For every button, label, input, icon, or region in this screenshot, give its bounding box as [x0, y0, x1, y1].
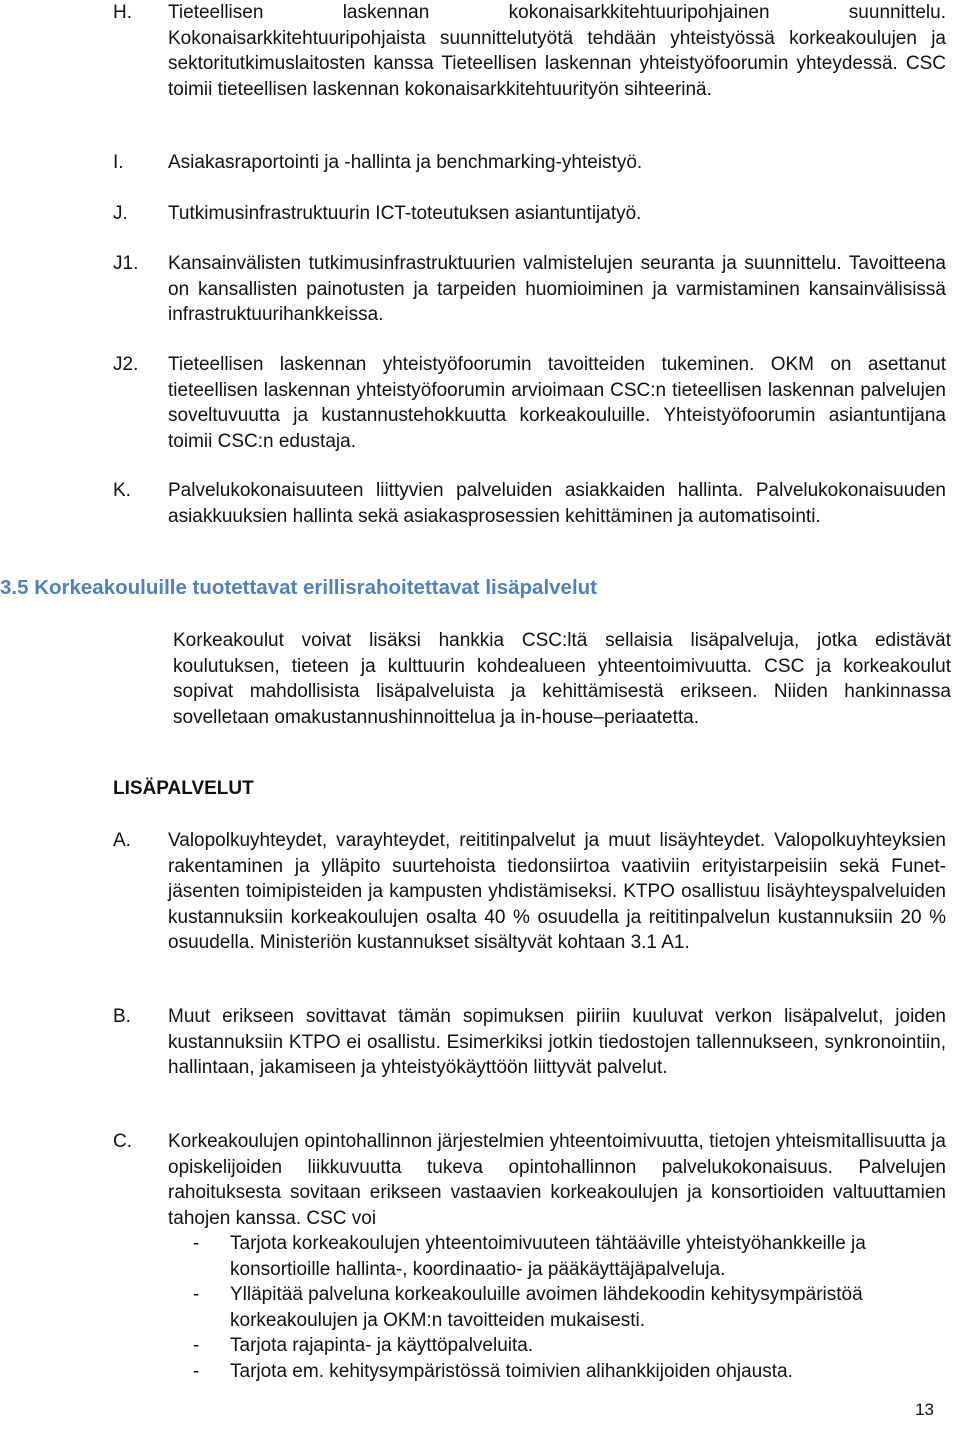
list-item — [193, 1282, 953, 1333]
item-marker: J2. — [113, 354, 139, 375]
list-item — [193, 1333, 953, 1359]
item-text: Tutkimusinfrastruktuurin ICT-toteutuksen asiantuntijatyö. — [168, 203, 642, 224]
item-text: Muut erikseen sovittavat tämän sopimuksen piiriin kuuluvat verkon lisäpalvelut, joiden kustannuksiin KTPO ei osallistu. Esimerkiksi jotkin tiedostojen tallennukseen, synkronointiin, hallintaan, jakamiseen ja yhteistyökäyttöön liittyvät palvelut. — [168, 1006, 946, 1078]
list-item-text: Tarjota rajapinta- ja käyttöpalveluita. — [230, 1335, 534, 1356]
dash-marker: - — [193, 1335, 200, 1356]
item-marker: H. — [113, 2, 132, 23]
list-item-text: Tarjota korkeakoulujen yhteentoimivuuteen tähtääville yhteistyöhankkeille ja konsortioille hallinta-, koordinaatio- ja pääkäyttäjäpalveluja. — [230, 1233, 866, 1280]
subheading-lisapalvelut: LISÄPALVELUT — [113, 778, 254, 799]
item-marker: C. — [113, 1131, 132, 1152]
dash-marker: - — [193, 1360, 200, 1382]
section-heading — [0, 575, 597, 601]
page-number: 13 — [915, 1400, 934, 1419]
item-marker: K. — [113, 480, 131, 501]
dash-marker: - — [193, 1233, 200, 1254]
list-item-text: Tarjota em. kehitysympäristössä toimivien alihankkijoiden ohjausta. — [230, 1360, 793, 1382]
bullet-list — [193, 1231, 953, 1384]
item-text: Tieteellisen laskennan kokonaisarkkitehtuuripohjainen suunnittelu. Kokonaisarkkitehtuuripohjaista suunnittelutyötä tehdään yhteistyössä korkeakoulujen ja sektoritutkimuslaitosten kanssa Tieteellisen laskennan yhteistyöfoorumin yhteydessä. CSC toimii tieteellisen laskennan kokonaisarkkitehtuurityön sihteerinä. — [168, 2, 946, 100]
item-marker: J. — [113, 203, 128, 224]
list-item — [193, 1231, 953, 1282]
item-marker: J1. — [113, 253, 139, 274]
item-text: Palvelukokonaisuuteen liittyvien palveluiden asiakkaiden hallinta. Palvelukokonaisuuden asiakkuuksien hallinta sekä asiakasprosessien kehittäminen ja automatisointi. — [168, 480, 946, 527]
item-marker: I. — [113, 152, 124, 173]
dash-marker: - — [193, 1284, 200, 1305]
item-text: Valopolkuyhteydet, varayhteydet, reititinpalvelut ja muut lisäyhteydet. Valopolkuyhteyksien rakentaminen ja ylläpito suurtehoista tiedonsiirtoa vaativiin erityistarpeisiin sekä Funet-jäsenten toimipisteiden ja kampusten yhdistämiseksi. KTPO osallistuu lisäyhteyspalveluiden kustannuksiin korkeakoulujen osalta 40 % osuudella ja reititinpalvelun kustannuksiin 20 % osuudella. Ministeriön kustannukset sisältyvät kohtaan 3.1 A1. — [168, 830, 946, 953]
section-title: Korkeakouluille tuotettavat erillisrahoitettavat lisäpalvelut — [34, 576, 597, 599]
section-intro: Korkeakoulut voivat lisäksi hankkia CSC:ltä sellaisia lisäpalveluja, jotka edistävät koulutuksen, tieteen ja kulttuurin kohdealueen yhteentoimivuutta. CSC ja korkeakoulut sopivat mahdollisista lisäpalveluista ja kehittämisestä erikseen. Niiden hankinnassa sovelletaan omakustannushinnoittelua ja in-house–periaatetta. — [173, 630, 951, 728]
item-text: Asiakasraportointi ja -hallinta ja benchmarking-yhteistyö. — [168, 152, 643, 173]
list-item — [193, 1359, 953, 1385]
item-text: Kansainvälisten tutkimusinfrastruktuurien valmistelujen seuranta ja suunnittelu. Tavoitteena on kansallisten painotusten ja tarpeiden huomioiminen ja varmistaminen kansainvälisissä infrastruktuurihankkeissa. — [168, 253, 946, 325]
item-marker: A. — [113, 830, 131, 851]
list-item-text: Ylläpitää palveluna korkeakouluille avoimen lähdekoodin kehitysympäristöä korkeakoulujen ja OKM:n tavoitteiden mukaisesti. — [230, 1284, 863, 1331]
item-text: Tieteellisen laskennan yhteistyöfoorumin tavoitteiden tukeminen. OKM on asettanut tieteellisen laskennan yhteistyöfoorumin arvioimaan CSC:n tieteellisen laskennan palvelujen soveltuvuutta ja kustannustehokkuutta korkeakouluille. Yhteistyöfoorumin asiantuntijana toimii CSC:n edustaja. — [168, 354, 946, 452]
section-number: 3.5 — [0, 576, 29, 599]
item-text: Korkeakoulujen opintohallinnon järjestelmien yhteentoimivuutta, tietojen yhteismitallisuutta ja opiskelijoiden liikkuvuutta tukeva opintohallinnon palvelukokonaisuus. Palvelujen rahoituksesta sovitaan erikseen vastaavien korkeakoulujen ja konsortioiden valtuuttamien tahojen kanssa. CSC voi — [168, 1131, 946, 1229]
item-marker: B. — [113, 1006, 131, 1027]
